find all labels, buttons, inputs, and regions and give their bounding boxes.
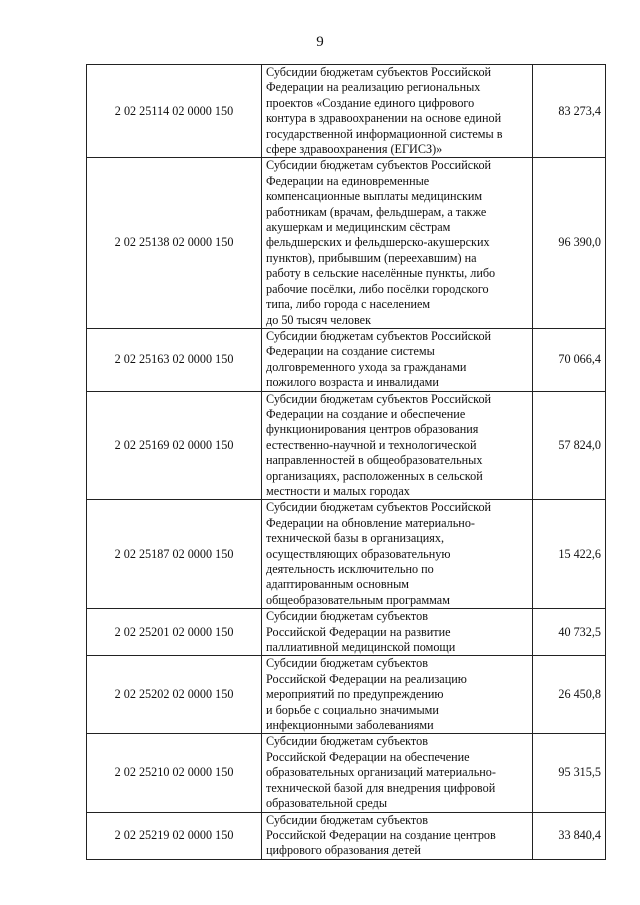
description-line: Субсидии бюджетам субъектов — [266, 656, 428, 671]
table-row — [87, 500, 606, 609]
description-line: паллиативной медицинской помощи — [266, 640, 456, 655]
description-line: образовательной среды — [266, 796, 388, 811]
description-line: направленностей в общеобразовательных — [266, 453, 483, 468]
description-cell — [262, 500, 533, 609]
budget-table — [86, 64, 606, 860]
description-cell — [262, 391, 533, 500]
amount-cell: 70 066,4 — [533, 328, 606, 391]
description-line: Субсидии бюджетам субъектов Российской — [266, 158, 492, 173]
amount-cell: 96 390,0 — [533, 158, 606, 328]
description-line: цифрового образования детей — [266, 843, 421, 858]
amount-cell: 26 450,8 — [533, 656, 606, 734]
budget-code-cell: 2 02 25202 02 0000 150 — [87, 656, 262, 734]
description-line: акушеркам и медицинским сёстрам — [266, 220, 451, 235]
description-line: Российской Федерации на обеспечение — [266, 749, 470, 764]
table-row — [87, 328, 606, 391]
description-line: контура в здравоохранении на основе единой — [266, 111, 502, 126]
description-line: Субсидии бюджетам субъектов — [266, 609, 428, 624]
table-row — [87, 158, 606, 328]
description-line: рабочие посёлки, либо посёлки городского — [266, 281, 489, 296]
amount-cell: 95 315,5 — [533, 734, 606, 812]
budget-code-cell: 2 02 25210 02 0000 150 — [87, 734, 262, 812]
budget-code-cell: 2 02 25219 02 0000 150 — [87, 812, 262, 859]
budget-table-body — [87, 65, 606, 860]
description-line: Субсидии бюджетам субъектов — [266, 734, 428, 749]
description-line: общеобразовательным программам — [266, 592, 450, 607]
budget-code-cell: 2 02 25201 02 0000 150 — [87, 609, 262, 656]
description-line: государственной информационной системы в — [266, 126, 503, 141]
description-line: проектов «Создание единого цифрового — [266, 95, 475, 110]
description-line: местности и малых городах — [266, 483, 410, 498]
budget-code-cell: 2 02 25169 02 0000 150 — [87, 391, 262, 500]
description-cell — [262, 734, 533, 812]
description-line: Федерации на обновление материально- — [266, 515, 475, 530]
amount-cell: 15 422,6 — [533, 500, 606, 609]
description-line: технической базой для внедрения цифровой — [266, 780, 496, 795]
description-cell — [262, 656, 533, 734]
description-line: организациях, расположенных в сельской — [266, 468, 483, 483]
description-cell — [262, 158, 533, 328]
description-line: Субсидии бюджетам субъектов — [266, 812, 428, 827]
amount-cell: 57 824,0 — [533, 391, 606, 500]
description-line: работу в сельские населённые пункты, либо — [266, 266, 496, 281]
table-row — [87, 609, 606, 656]
description-line: Федерации на создание системы — [266, 344, 435, 359]
amount-cell: 40 732,5 — [533, 609, 606, 656]
table-row — [87, 656, 606, 734]
description-cell — [262, 328, 533, 391]
description-line: Субсидии бюджетам субъектов Российской — [266, 500, 492, 515]
description-line: функционирования центров образования — [266, 422, 479, 437]
amount-cell: 33 840,4 — [533, 812, 606, 859]
budget-code-cell: 2 02 25187 02 0000 150 — [87, 500, 262, 609]
description-line: естественно-научной и технологической — [266, 437, 477, 452]
description-line: Субсидии бюджетам субъектов Российской — [266, 391, 492, 406]
description-line: Российской Федерации на реализацию — [266, 671, 467, 686]
description-line: до 50 тысяч человек — [266, 312, 372, 327]
description-line: компенсационные выплаты медицинским — [266, 189, 483, 204]
description-cell — [262, 609, 533, 656]
description-line: фельдшерских и фельдшерско-акушерских — [266, 235, 490, 250]
description-line: и борьбе с социально значимыми — [266, 702, 439, 717]
amount-cell: 83 273,4 — [533, 65, 606, 158]
description-line: типа, либо города с населением — [266, 297, 431, 312]
description-line: деятельность исключительно по — [266, 562, 434, 576]
page-number: 9 — [316, 34, 324, 50]
description-line: адаптированным основным — [266, 577, 410, 592]
description-line: образовательных организаций материально- — [266, 765, 496, 780]
description-line: Федерации на единовременные — [266, 173, 430, 188]
description-line: технической базы в организациях, — [266, 531, 445, 546]
budget-code-cell: 2 02 25114 02 0000 150 — [87, 65, 262, 158]
description-line: Федерации на реализацию региональных — [266, 80, 481, 95]
table-row — [87, 65, 606, 158]
budget-code-cell: 2 02 25163 02 0000 150 — [87, 328, 262, 391]
description-line: пожилого возраста и инвалидами — [266, 375, 439, 390]
budget-code-cell: 2 02 25138 02 0000 150 — [87, 158, 262, 328]
description-line: долговременного ухода за гражданами — [266, 359, 467, 374]
description-line: Федерации на создание и обеспечение — [266, 406, 466, 421]
description-line: Субсидии бюджетам субъектов Российской — [266, 65, 492, 79]
description-line: мероприятий по предупреждению — [266, 687, 444, 702]
table-row — [87, 391, 606, 500]
description-line: Российской Федерации на развитие — [266, 624, 451, 639]
description-line: Российской Федерации на создание центров — [266, 827, 496, 842]
description-cell — [262, 812, 533, 859]
table-row — [87, 812, 606, 859]
description-line: работникам (врачам, фельдшерам, а также — [266, 204, 487, 219]
description-line: инфекционными заболеваниями — [266, 718, 434, 733]
description-line: Субсидии бюджетам субъектов Российской — [266, 328, 492, 343]
description-line: пунктов), прибывшим (переехавшим) на — [266, 250, 477, 265]
description-cell — [262, 65, 533, 158]
table-row — [87, 734, 606, 812]
description-line: сфере здравоохранения (ЕГИСЗ)» — [266, 142, 443, 157]
description-line: осуществляющих образовательную — [266, 546, 451, 561]
